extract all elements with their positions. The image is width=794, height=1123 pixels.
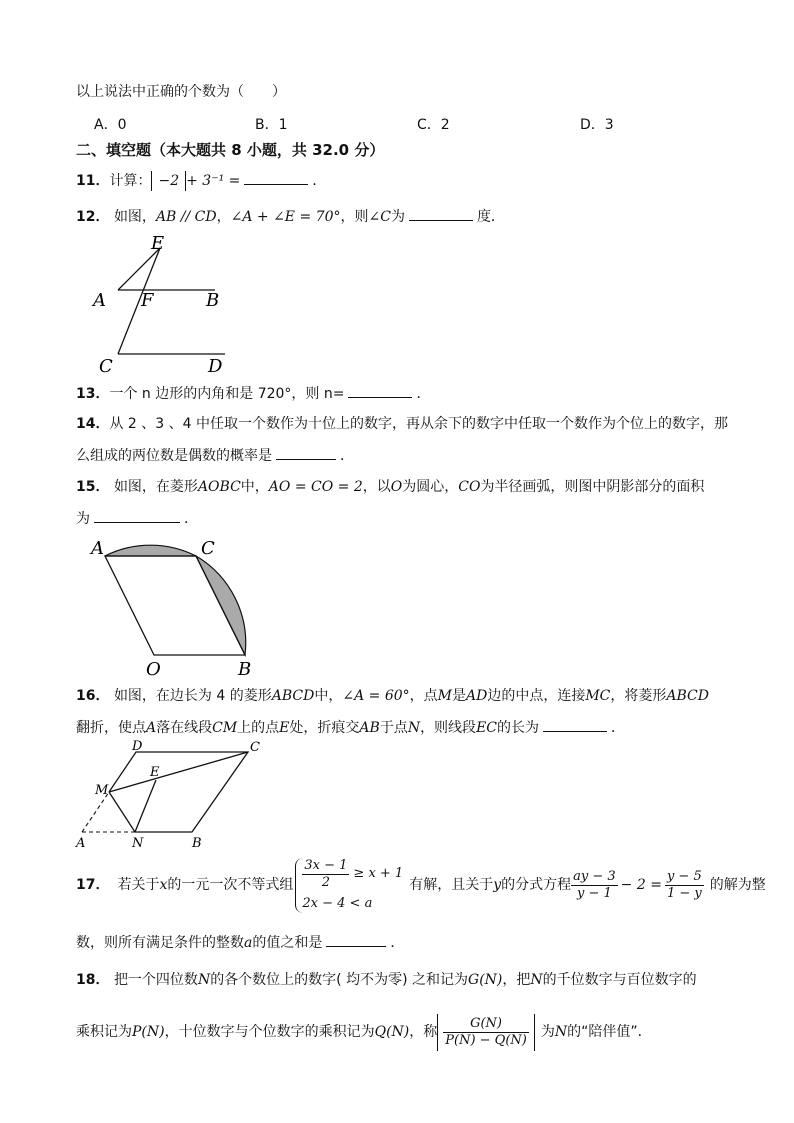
q16-suffix: ． [611,720,625,736]
question-18 [76,970,697,990]
q13-number: 13． [76,386,110,402]
q13-text: 一个 n 边形的内角和是 720°，则 n= [109,386,345,402]
q16-label-m: M [95,783,109,798]
q16-math: M [437,688,452,704]
q15-label-a: A [91,538,104,559]
q15-label-b: B [238,659,252,680]
q16-text: 如图，在边长为 4 的菱形 [113,688,272,704]
q17-ineq1-fraction [302,858,349,891]
q17-eq-middle: − 2 = [620,877,662,893]
q15-answer-blank [94,508,180,523]
q16-line-mc [109,752,248,792]
q16-math: ∠A = 60° [342,688,410,704]
q18-math: G(N) [468,972,503,988]
q10-stem: 以上说法中正确的个数为（ ） [76,84,286,100]
q17-answer-blank [326,932,386,947]
q14-number: 14． [76,416,110,432]
q18-fraction-numerator: G(N) [443,1016,529,1033]
q17-ineq2: 2x − 4 < a [302,895,373,911]
q16-text: 于点 [379,720,408,736]
q16-text: 是 [452,688,466,704]
q17-text: 的解为整 [709,877,766,893]
q16-math: N [407,720,421,736]
q12-text: ，则 [340,209,369,225]
q16-math: EC [476,720,497,736]
q15-text: 为半径画弧，则图中阴影部分的面积 [480,479,705,495]
q15-suffix: ． [184,511,198,527]
q17-ineq1-rest: ≥ x + 1 [353,866,404,881]
q15-label-c: C [201,538,215,559]
q12-text: 为 [390,209,405,225]
q16-text: ，点 [409,688,438,704]
q17-text: 的一元一次不等式组 [167,877,294,893]
q17-eq-left-fraction [571,869,618,902]
q16-math: ABCD [666,688,709,704]
question-11 [76,170,326,191]
q15-math: AOBC [197,479,241,495]
q17-eq-right-denominator: 1 − y [666,885,702,901]
q12-line-ec [118,248,160,354]
q18-text: ，把 [502,972,531,988]
q18-text: 的“陪伴值”． [567,1024,652,1040]
q16-label-n: N [132,836,144,850]
q14-answer-blank [276,445,336,460]
q16-text: 翻折，使点 [76,720,146,736]
q16-math: AD [466,688,488,704]
q18-text: 为 [540,1024,555,1040]
question-13 [76,383,430,404]
section-title: 二、填空题（本大题共 8 小题，共 32.0 分） [76,141,385,159]
q17-eq-left-numerator: ay − 3 [573,868,616,884]
q15-math: AO = CO = 2 [268,479,363,495]
q11-prefix: 计算： [109,173,152,189]
q18-math: N [197,972,211,988]
q12-label-a: A [93,290,106,311]
q17-text: 数，则所有满足条件的整数 [76,935,244,951]
q13-suffix: ． [416,386,431,402]
q15-text: ，以 [362,479,391,495]
q17-text: 有解，且关于 [409,877,494,893]
q12-math: AB // CD [155,209,217,225]
q16-number: 16． [76,688,110,704]
q11-number: 11． [76,173,110,189]
q16-text: 处，折痕交 [289,720,360,736]
q12-figure [90,232,240,377]
q12-label-b: B [206,290,220,311]
q16-text: ，将菱形 [610,688,667,704]
q16-figure [70,738,270,850]
question-15 [76,477,704,497]
question-14-line2 [76,445,354,466]
q15-math: CO [458,479,481,495]
q12-label-d: D [208,356,223,377]
q16-label-b: B [192,836,202,850]
q16-label-c: C [250,740,260,755]
q18-number: 18． [76,972,110,988]
q16-line-mn [109,792,135,832]
q18-math: P(N) [132,1024,165,1040]
question-16-line2 [76,717,625,738]
q18-text: 的各个数位上的数字( 均不为零) 之和记为 [210,972,469,988]
q12-number: 12． [76,209,110,225]
q18-fraction-denominator: P(N) − Q(N) [445,1032,527,1048]
q11-expression: + 3⁻¹ = [186,173,241,189]
q18-text: 把一个四位数 [113,972,198,988]
q16-text: 边的中点，连接 [487,688,586,704]
q17-ineq1-numerator: 3x − 1 [304,857,348,873]
q16-line-am-dashed [82,792,109,832]
q15-figure [88,532,268,682]
q17-eq-right-fraction [665,869,704,902]
q10-option-a: A．0 [94,117,127,133]
q12-label-c: C [99,356,113,377]
q15-text: 为 [76,511,90,527]
q12-text: 度． [476,209,505,225]
q16-text: 落在线段 [156,720,213,736]
q15-shaded-segment-ac [105,545,196,556]
q15-text: 如图，在菱形 [113,479,198,495]
q17-ineq1-denominator: 2 [321,874,331,890]
q16-math: E [279,720,290,736]
q16-line-ne [135,780,156,832]
q18-math: Q(N) [374,1024,410,1040]
q18-math: N [554,1024,568,1040]
q16-label-e: E [150,765,160,780]
q16-math: ABCD [271,688,315,704]
q17-eq-right-numerator: y − 5 [666,868,702,884]
q18-text: ，十位数字与个位数字的乘积记为 [164,1024,375,1040]
q18-math: N [530,972,543,988]
q15-number: 15． [76,479,110,495]
question-15-line2 [76,508,198,529]
question-17-line2 [76,932,404,953]
q17-text: 的值之和是 [252,935,323,951]
q16-text: 中， [314,688,343,704]
q10-option-b: B．1 [255,117,288,133]
q12-text: ， [216,209,231,225]
q16-label-d: D [132,739,143,754]
question-18-line2 [76,1008,652,1056]
q17-math: x [159,877,168,893]
question-17 [76,855,766,915]
q11-abs-value: −2 [151,171,186,191]
q16-text: 的长为 [497,720,539,736]
q17-math: y [493,877,502,893]
question-14 [76,414,728,434]
q18-abs-fraction [437,1014,535,1051]
q10-option-d: D．3 [580,117,614,133]
q14-suffix: ． [340,448,354,464]
q16-rhombus-outline [109,752,248,832]
q16-text: 上的点 [237,720,280,736]
q14-text: 么组成的两位数是偶数的概率是 [76,448,272,464]
q16-math: A [146,720,157,736]
q17-text: 若关于 [117,877,160,893]
q11-suffix: ． [312,173,327,189]
q15-text: 中， [240,479,269,495]
question-16 [76,686,709,706]
q17-inequality-system [295,858,403,913]
question-12 [76,206,505,227]
q12-answer-blank [409,206,473,221]
q16-label-a: A [76,836,86,850]
q11-answer-blank [244,170,308,185]
q15-text: 为圆心， [402,479,459,495]
q18-text: 乘积记为 [76,1024,132,1040]
q18-text: 的千位数字与百位数字的 [542,972,697,988]
q12-math: ∠A + ∠E = 70° [230,209,341,225]
q10-option-c: C．2 [417,117,450,133]
q12-line-ae [118,248,160,290]
q17-number: 17． [76,877,110,893]
q17-math: a [244,935,253,951]
q15-label-o: O [146,659,161,680]
q18-text: ，称 [409,1024,438,1040]
q12-label-f: F [141,290,154,311]
q16-answer-blank [543,717,607,732]
q12-math: ∠C [368,209,391,225]
q12-label-e: E [151,233,165,254]
q18-fraction [443,1016,529,1049]
q14-text: 从 2 、3 、4 中任取一个数作为十位上的数字，再从余下的数字中任取一个数作为个位上的数字，那 [109,416,729,432]
q17-eq-left-denominator: y − 1 [577,885,612,901]
q17-suffix: ． [390,935,405,951]
q16-math: MC [585,688,611,704]
q16-math: CM [212,720,238,736]
q13-answer-blank [348,383,412,398]
q12-text: 如图， [113,209,156,225]
q16-text: ，则线段 [420,720,477,736]
q16-math: AB [359,720,380,736]
q15-math: O [390,479,403,495]
q17-text: 的分式方程 [501,877,572,893]
